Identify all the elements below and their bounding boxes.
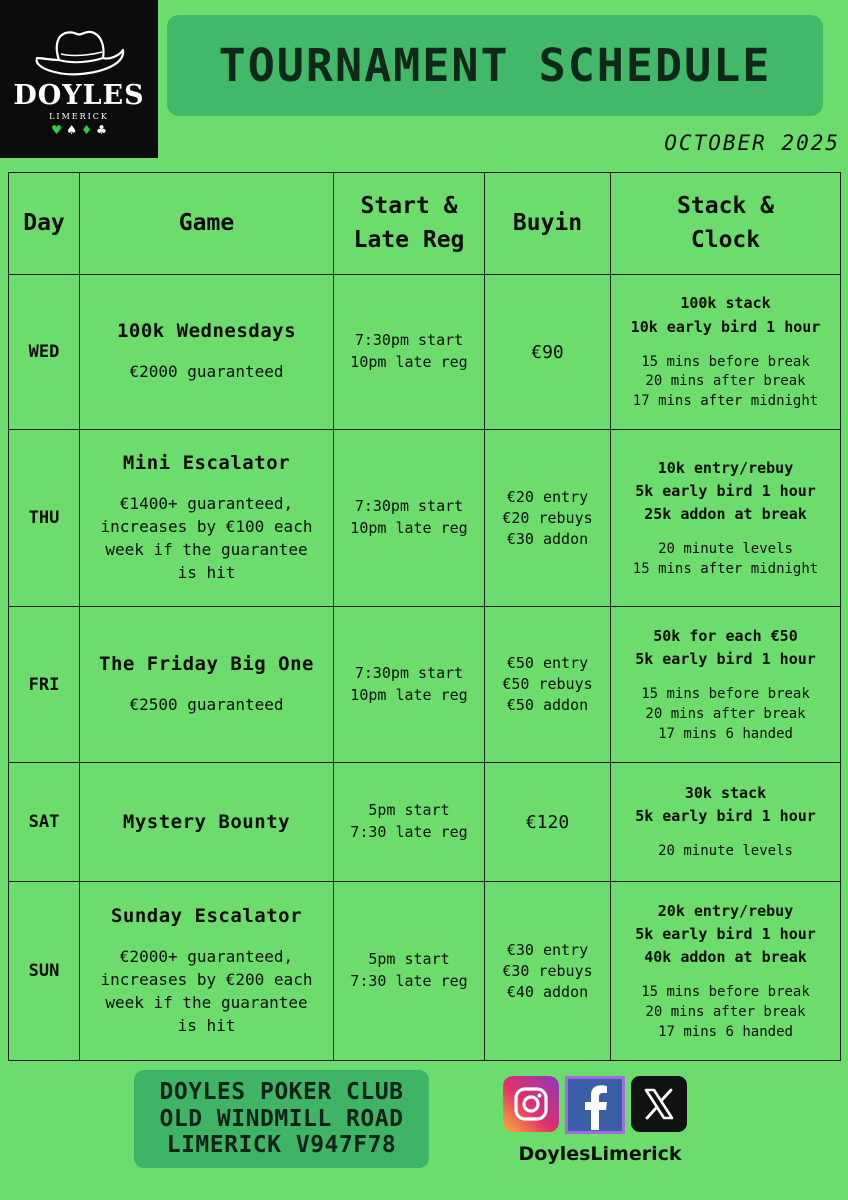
stack-line: 25k addon at break <box>644 505 807 524</box>
stack-line: 20k entry/rebuy <box>657 901 794 920</box>
row-game <box>80 607 334 763</box>
row-game <box>80 763 334 882</box>
logo-brand: DOYLES <box>13 80 145 111</box>
game-desc <box>86 945 327 1038</box>
buyin-line: €120 <box>525 811 570 833</box>
buyin-line: €90 <box>531 341 564 363</box>
desc-line: €2000 guaranteed <box>129 362 284 382</box>
row-buyin <box>485 275 611 430</box>
desc-line: week if the guarantee <box>105 540 308 559</box>
desc-line: week if the guarantee <box>105 993 308 1012</box>
stack-main <box>617 782 834 829</box>
clock-notes <box>617 983 834 1042</box>
row-stack <box>611 763 841 882</box>
clock-line: 15 mins after midnight <box>632 560 819 577</box>
address-line: OLD WINDMILL ROAD <box>159 1105 404 1132</box>
row-day: SAT <box>9 763 80 882</box>
clock-line: 20 minute levels <box>658 541 793 558</box>
game-name: Mini Escalator <box>122 451 291 474</box>
row-stack <box>611 430 841 607</box>
schedule-month: OCTOBER 2025 <box>664 131 840 155</box>
late-reg: 7:30 late reg <box>350 972 468 990</box>
social-links <box>503 1076 693 1134</box>
clock-line: 15 mins before break <box>641 984 810 1001</box>
buyin-line: €30 addon <box>506 529 589 548</box>
buyin-line: €40 addon <box>506 982 589 1001</box>
card-suits <box>52 123 106 138</box>
buyin-line: €30 entry <box>506 940 589 959</box>
row-start <box>334 275 485 430</box>
logo-city: LIMERICK <box>49 112 109 121</box>
heart-icon: ♥ <box>51 121 61 139</box>
header-buyin: Buyin <box>485 173 611 275</box>
clock-notes <box>617 540 834 579</box>
header-day: Day <box>9 173 80 275</box>
late-reg: 10pm late reg <box>350 353 468 371</box>
table-row <box>9 882 841 1061</box>
stack-line: 5k early bird 1 hour <box>635 650 816 669</box>
address-line: DOYLES POKER CLUB <box>159 1079 404 1106</box>
desc-line: €1400+ guaranteed, <box>119 493 294 513</box>
clock-line: 17 mins 6 handed <box>658 1023 793 1040</box>
stack-line: 30k stack <box>684 783 767 802</box>
start-time: 5pm start <box>368 950 450 969</box>
desc-line: increases by €200 each <box>100 969 313 989</box>
desc-line: is hit <box>177 563 236 583</box>
game-name: The Friday Big One <box>99 652 314 675</box>
row-stack <box>611 607 841 763</box>
row-day: FRI <box>9 607 80 763</box>
game-name: 100k Wednesdays <box>116 320 297 343</box>
row-stack <box>611 275 841 430</box>
clock-line: 20 mins after break <box>645 373 806 390</box>
instagram-icon[interactable] <box>503 1076 559 1132</box>
stack-line: 5k early bird 1 hour <box>635 481 816 500</box>
page-title: TOURNAMENT SCHEDULE <box>218 39 772 92</box>
row-stack <box>611 882 841 1061</box>
clock-line: 20 mins after break <box>645 1004 806 1021</box>
stack-line: 5k early bird 1 hour <box>635 807 816 826</box>
start-time: 7:30pm start <box>354 331 464 350</box>
table-row <box>9 275 841 430</box>
row-day: THU <box>9 430 80 607</box>
buyin-line: €20 entry <box>506 487 589 506</box>
row-buyin <box>485 763 611 882</box>
row-day: SUN <box>9 882 80 1061</box>
clock-line: 17 mins after midnight <box>632 393 819 410</box>
clock-line: 20 mins after break <box>645 705 806 722</box>
stack-main <box>617 900 834 970</box>
row-start <box>334 882 485 1061</box>
desc-line: €2000+ guaranteed, <box>119 946 294 966</box>
buyin-line: €50 rebuys <box>502 675 593 693</box>
buyin-line: €50 entry <box>506 654 589 672</box>
buyin-line: €30 rebuys <box>502 961 593 980</box>
header-stack <box>611 173 841 275</box>
stack-line: 10k early bird 1 hour <box>630 317 821 336</box>
late-reg: 10pm late reg <box>350 685 468 704</box>
stack-line: 5k early bird 1 hour <box>635 924 816 943</box>
buyin-line: €20 rebuys <box>502 508 593 527</box>
clock-notes <box>617 842 834 862</box>
row-game <box>80 882 334 1061</box>
clock-line: 15 mins before break <box>641 353 810 370</box>
late-reg: 7:30 late reg <box>350 823 468 841</box>
row-start <box>334 430 485 607</box>
cowboy-hat-icon <box>29 24 129 80</box>
row-buyin <box>485 430 611 607</box>
row-day: WED <box>9 275 80 430</box>
table-row <box>9 430 841 607</box>
start-time: 7:30pm start <box>354 497 464 516</box>
schedule-table <box>8 172 841 1061</box>
header-row <box>9 173 841 275</box>
row-start <box>334 763 485 882</box>
address-line: LIMERICK V947F78 <box>166 1132 397 1159</box>
clock-line: 20 minute levels <box>658 843 793 860</box>
start-time: 7:30pm start <box>354 663 464 682</box>
title-banner <box>167 15 823 116</box>
game-desc <box>86 360 327 383</box>
row-buyin <box>485 607 611 763</box>
stack-line: 10k entry/rebuy <box>657 458 794 477</box>
header-stack-line2: Clock <box>690 226 761 253</box>
desc-line: increases by €100 each <box>100 516 313 536</box>
clock-line: 17 mins 6 handed <box>658 725 793 742</box>
table-row <box>9 607 841 763</box>
row-start <box>334 607 485 763</box>
start-time: 5pm start <box>368 801 450 820</box>
header-game: Game <box>80 173 334 275</box>
header-start-line1: Start & <box>360 193 458 220</box>
header-start <box>334 173 485 275</box>
late-reg: 10pm late reg <box>350 519 468 537</box>
spade-icon: ♠ <box>66 121 76 139</box>
clock-notes <box>617 685 834 744</box>
stack-main <box>617 625 834 672</box>
row-game <box>80 275 334 430</box>
facebook-icon[interactable] <box>565 1076 625 1134</box>
desc-line: €2500 guaranteed <box>129 694 284 714</box>
game-name: Sunday Escalator <box>110 904 303 927</box>
table-row <box>9 763 841 882</box>
row-buyin <box>485 882 611 1061</box>
stack-line: 50k for each €50 <box>653 626 798 645</box>
game-desc <box>86 492 327 585</box>
club-address <box>134 1070 429 1168</box>
header-start-line2: Late Reg <box>353 226 465 253</box>
clock-line: 15 mins before break <box>641 686 810 703</box>
stack-line: 40k addon at break <box>644 948 807 967</box>
stack-line: 100k stack <box>680 294 771 313</box>
desc-line: is hit <box>177 1016 236 1036</box>
game-name: Mystery Bounty <box>122 811 291 833</box>
social-handle[interactable]: DoylesLimerick <box>518 1143 682 1165</box>
row-game <box>80 430 334 607</box>
clock-notes <box>617 353 834 412</box>
stack-main <box>617 457 834 527</box>
game-desc <box>86 693 327 716</box>
buyin-line: €50 addon <box>506 696 589 714</box>
doyles-logo <box>0 0 158 158</box>
diamond-icon: ♦ <box>82 121 92 139</box>
club-icon: ♣ <box>97 121 107 139</box>
header-stack-line1: Stack & <box>677 193 774 220</box>
x-icon[interactable] <box>631 1076 687 1132</box>
stack-main <box>617 292 834 339</box>
